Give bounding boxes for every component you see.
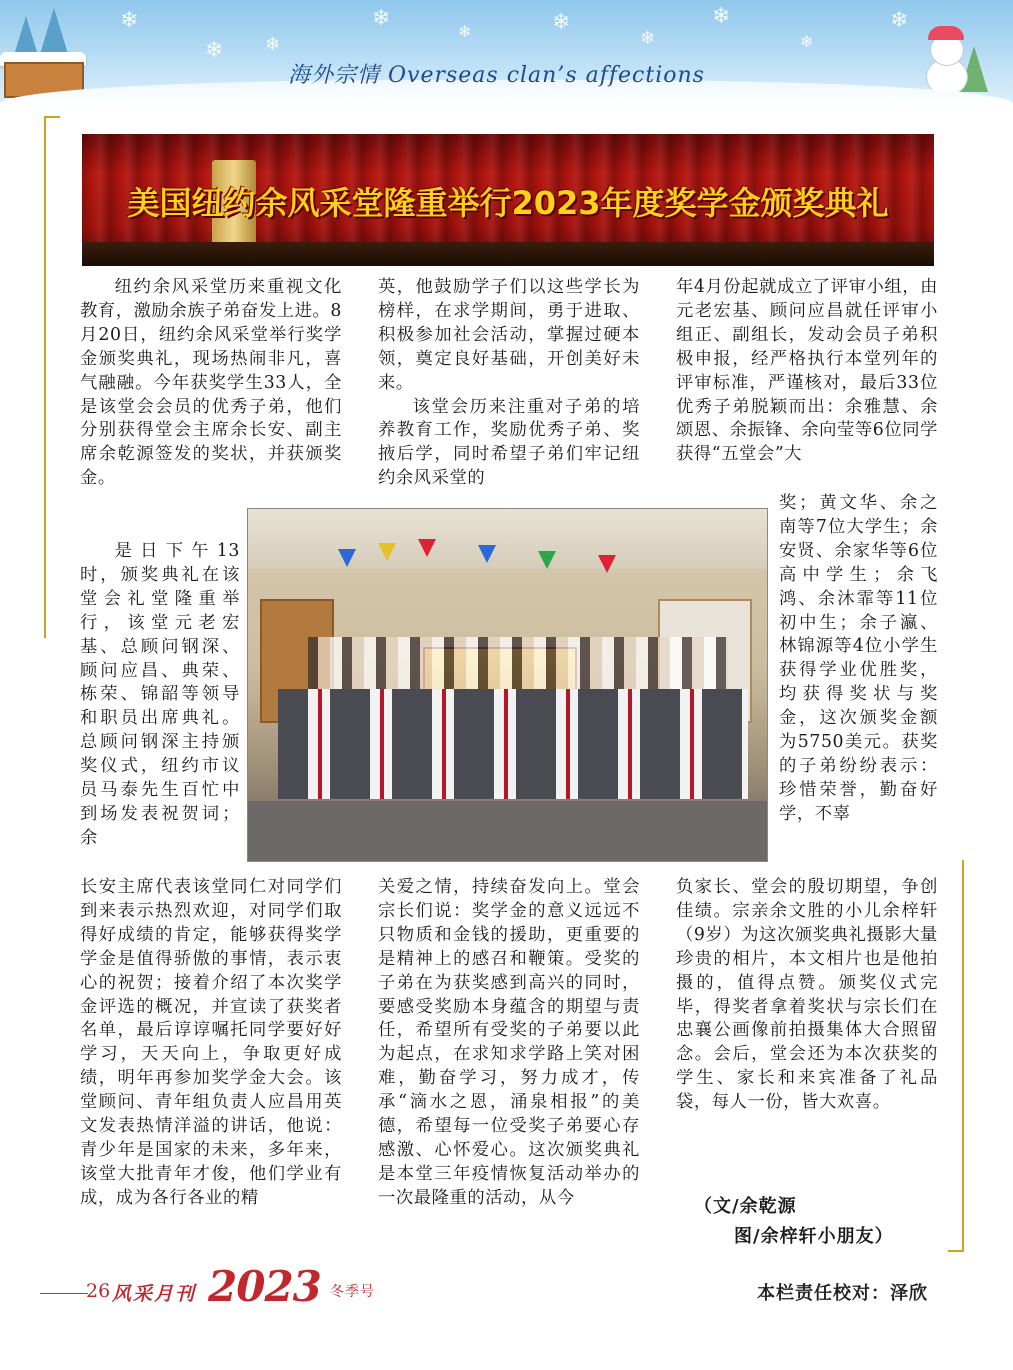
header-banner	[0, 0, 1013, 104]
issue-season: 冬季号	[330, 1284, 375, 1300]
magazine-year: 2023	[208, 1262, 321, 1311]
pennant-flag	[338, 549, 356, 567]
article-col1-mid	[80, 540, 240, 851]
snowflake-icon: ❄	[458, 22, 472, 41]
pennant-flag	[418, 539, 436, 557]
paragraph: 长安主席代表该堂同仁对同学们到来表示热烈欢迎，对同学们取得好成绩的肯定，能够获得奖学学金是值得骄傲的事情，表示衷心的祝贺；接着介绍了本次奖学金评选的概况，并宣读了获奖者名单，最后谆谆嘱托同学要好好学习，天天向上，争取更好成绩，明年再参加奖学金大会。该堂顾问、青年组负责人应昌用英文发表热情洋溢的讲话，他说：青少年是国家的未来，多年来，该堂大批青年才俊，他们学业有成，成为各行各业的精	[80, 877, 342, 1208]
snowflake-icon: ❄	[640, 28, 656, 49]
elders-row	[278, 689, 748, 799]
article-col2-bottom	[378, 876, 640, 1211]
tree-icon	[40, 8, 68, 54]
paragraph: 英，他鼓励学子们以这些学长为榜样，在求学期间，勇于进取、积极参加社会活动，掌握过硬本领，奠定良好基础，开创美好未来。	[378, 277, 640, 393]
snowflake-icon: ❄	[800, 32, 814, 51]
article-headline: 美国纽约余风采堂隆重举行2023年度奖学金颁奖典礼	[127, 184, 889, 222]
frame-corner-bottom-right	[948, 860, 964, 1252]
paragraph: 纽约余风采堂历来重视文化教育，激励余族子弟奋发上进。8月20日，纽约余风采堂举行奖学金颁奖典礼，现场热闹非凡，喜气融融。今年获奖学生33人，全是该堂会会员的优秀子弟，他们分别获得堂会主席余长安、副主席余乾源签发的奖状，并获颁奖金。	[80, 277, 342, 489]
snowflake-icon: ❄	[265, 34, 281, 55]
photo-floor	[248, 801, 767, 861]
article-col3-bottom	[676, 876, 938, 1115]
snowflake-icon: ❄	[372, 6, 391, 31]
snowflake-icon: ❄	[552, 10, 571, 35]
section-title: 海外宗情 Overseas clan’s affections	[288, 63, 705, 88]
article-col1-bottom	[80, 876, 342, 1211]
magazine-name: 风采月刊	[112, 1283, 197, 1305]
byline-author: （文/余乾源	[694, 1196, 797, 1217]
paragraph: 该堂会历来注重对子弟的培养教育工作，奖励优秀子弟、奖掖后学，同时希望子弟们牢记纽约余风采堂的	[378, 396, 640, 489]
group-photo	[247, 508, 768, 862]
snowflake-icon: ❄	[712, 4, 731, 29]
photo-ceiling	[248, 509, 767, 569]
paragraph: 奖；黄文华、余之南等7位大学生；余安贤、余家华等6位高中学生；余飞鸿、余沐霏等11位初中生；余子瀛、林锦源等4位小学生获得学业优胜奖，均获得奖状与奖金，这次颁奖金额为5750美元。获奖的子弟纷纷表示：珍惜荣誉，勤奋好学，不辜	[779, 493, 938, 824]
paragraph: 关爱之情，持续奋发向上。堂会宗长们说：奖学金的意义远远不只物质和金钱的援助，更重要的是精神上的感召和鞭策。受奖的子弟在为获奖感到高兴的同时，要感受奖励本身蕴含的期望与责任，希望所有受奖的子弟要以此为起点，在求知求学路上笑对困难，勤奋学习，努力成才，传承“滴水之恩，涌泉相报”的美德，希望每一位受奖子弟要心存感激、心怀爱心。这次颁奖典礼是本堂三年疫情恢复活动举办的一次最隆重的活动，从今	[378, 877, 640, 1208]
paragraph: 负家长、堂会的殷切期望，争创佳绩。宗亲余文胜的小儿余梓轩（9岁）为这次颁奖典礼摄影大量珍贵的相片，本文相片也是他拍摄的，值得点赞。颁奖仪式完毕，得奖者拿着奖状与宗长们在忠襄公画像前拍摄集体大合照留念。会后，堂会还为本次获奖的学生、家长和来宾准备了礼品袋，每人一份，皆大欢喜。	[676, 877, 938, 1113]
pennant-flag	[378, 543, 396, 561]
paragraph: 是日下午13时，颁奖典礼在该堂会礼堂隆重举行，该堂元老宏基、总顾问钢深、顾问应昌、典荣、栋荣、锦韶等领导和职员出席典礼。总顾问钢深主持颁奖仪式，纽约市议员马泰先生百忙中到场发表祝贺词；余	[80, 541, 240, 848]
snowflake-icon: ❄	[120, 8, 139, 33]
byline-photographer: 图/余梓轩小朋友）	[734, 1226, 894, 1247]
paragraph: 年4月份起就成立了评审小组，由元老宏基、顾问应昌就任评审小组正、副组长，发动会员子弟积极申报，经严格执行本堂列年的评审标准，严谨核对，最后33位优秀子弟脱颖而出：余雅慧、余颂恩、余振锋、余向莹等6位同学获得“五堂会”大	[676, 277, 938, 465]
frame-corner-top-left	[44, 116, 60, 638]
article-col1-top	[80, 276, 342, 491]
proofreader-credit: 本栏责任校对：泽欣	[757, 1283, 928, 1304]
snowman-hat-icon	[928, 26, 964, 40]
pennant-flag	[538, 551, 556, 569]
snowflake-icon: ❄	[205, 38, 224, 63]
snowflake-icon: ❄	[890, 8, 909, 33]
article-col2-top	[378, 276, 640, 491]
article-col3-top	[676, 276, 938, 467]
footer-rule	[40, 1293, 88, 1294]
stage-floor	[82, 242, 934, 266]
headline-banner	[82, 134, 934, 266]
page-number: 26	[86, 1280, 111, 1302]
pennant-flag	[598, 555, 616, 573]
article-col3-mid	[779, 492, 938, 827]
pennant-flag	[478, 545, 496, 563]
